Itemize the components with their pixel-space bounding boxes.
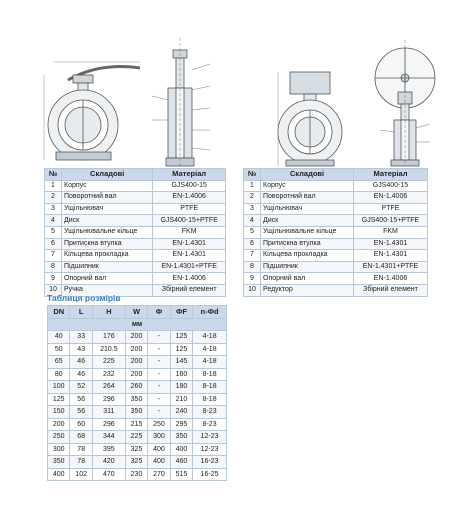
table-row	[45, 203, 226, 215]
dim-cell: -	[148, 368, 170, 381]
dim-cell: 295	[170, 418, 192, 431]
dim-cell: 8-18	[193, 368, 227, 381]
part-material: FKM	[354, 226, 428, 238]
dim-cell: 225	[125, 431, 147, 444]
part-name: Поворотний вал	[261, 192, 354, 204]
dim-cell: 78	[70, 443, 92, 456]
part-name: Ущільнювальне кільце	[261, 226, 354, 238]
part-number: 9	[45, 273, 62, 285]
part-material: Збірний елемент	[354, 284, 428, 296]
part-number: 1	[45, 180, 62, 192]
part-material: GJS400-15	[354, 180, 428, 192]
dim-cell: 420	[92, 456, 125, 469]
table-row	[244, 180, 428, 192]
part-material: EN-1.4006	[153, 192, 226, 204]
table-header-row	[48, 306, 227, 319]
part-name: Притискна втулка	[62, 238, 153, 250]
dim-cell: 240	[170, 406, 192, 419]
table-row	[48, 343, 227, 356]
dim-cell: 325	[125, 456, 147, 469]
dim-cell: 102	[70, 468, 92, 481]
dim-cell: 200	[48, 418, 70, 431]
table-row	[244, 226, 428, 238]
dim-cell: 395	[92, 443, 125, 456]
dim-cell: 56	[70, 406, 92, 419]
parts-table-body	[244, 180, 428, 296]
dim-cell: 33	[70, 331, 92, 344]
part-name: Ущільнювач	[62, 203, 153, 215]
dim-cell: 8-18	[193, 393, 227, 406]
dim-cell: -	[148, 343, 170, 356]
dim-cell: 80	[48, 368, 70, 381]
table-row	[48, 393, 227, 406]
dim-cell: 46	[70, 368, 92, 381]
dim-cell: 56	[70, 393, 92, 406]
part-number: 9	[244, 273, 261, 285]
unit-row	[48, 318, 227, 331]
part-name: Редуктор	[261, 284, 354, 296]
part-number: 8	[244, 261, 261, 273]
table-row	[45, 180, 226, 192]
table-row	[244, 238, 428, 250]
part-material: GJS400-15+PTFE	[153, 215, 226, 227]
dim-cell: 68	[70, 431, 92, 444]
part-name: Опорний вал	[62, 273, 153, 285]
table-row	[48, 456, 227, 469]
table-row	[244, 250, 428, 262]
dim-cell: 46	[70, 356, 92, 369]
part-material: EN-1.4006	[354, 273, 428, 285]
dim-cell: -	[148, 331, 170, 344]
dim-cell: 4-18	[193, 331, 227, 344]
dim-cell: 260	[125, 381, 147, 394]
dim-cell: 125	[170, 343, 192, 356]
dimensions-table	[47, 305, 227, 481]
dim-cell: 8-23	[193, 406, 227, 419]
table-row	[48, 356, 227, 369]
dim-col-header: H	[92, 306, 125, 319]
part-material: FKM	[153, 226, 226, 238]
part-material: EN-1.4301	[354, 250, 428, 262]
dim-cell: 350	[48, 456, 70, 469]
part-number: 6	[244, 238, 261, 250]
dim-cell: 145	[170, 356, 192, 369]
part-name: Кільцева прокладка	[261, 250, 354, 262]
dim-cell: 311	[92, 406, 125, 419]
table-row	[45, 261, 226, 273]
part-material: EN-1.4301	[153, 250, 226, 262]
part-name: Підшипник	[261, 261, 354, 273]
dim-cell: 200	[125, 343, 147, 356]
part-material: EN-1.4301	[153, 238, 226, 250]
part-name: Підшипник	[62, 261, 153, 273]
col-component: Складові	[261, 169, 354, 181]
dim-cell: 160	[170, 368, 192, 381]
dim-col-header: W	[125, 306, 147, 319]
gearbox-valve-drawing	[270, 20, 440, 168]
table-row	[48, 368, 227, 381]
part-number: 7	[45, 250, 62, 262]
table-row	[45, 250, 226, 262]
table-row	[244, 284, 428, 296]
handle-valve-drawing	[40, 20, 230, 168]
dim-cell: 50	[48, 343, 70, 356]
unit-label: мм	[48, 318, 227, 331]
dim-cell: 400	[148, 456, 170, 469]
dim-cell: 325	[125, 443, 147, 456]
part-number: 8	[45, 261, 62, 273]
part-name: Диск	[261, 215, 354, 227]
part-name: Поворотний вал	[62, 192, 153, 204]
dim-cell: 225	[92, 356, 125, 369]
dim-cell: 60	[70, 418, 92, 431]
dim-col-header: Ф	[148, 306, 170, 319]
table-row	[48, 468, 227, 481]
dim-cell: 215	[125, 418, 147, 431]
dim-cell: -	[148, 356, 170, 369]
dim-cell: 400	[48, 468, 70, 481]
part-material: EN-1.4006	[153, 273, 226, 285]
part-name: Ущільнювач	[261, 203, 354, 215]
dim-cell: 270	[148, 468, 170, 481]
table-row	[244, 261, 428, 273]
dim-cell: 296	[92, 393, 125, 406]
dim-cell: 232	[92, 368, 125, 381]
col-material: Матеріал	[153, 169, 226, 181]
part-number: 6	[45, 238, 62, 250]
part-number: 1	[244, 180, 261, 192]
dim-cell: 400	[148, 443, 170, 456]
part-name: Притискна втулка	[261, 238, 354, 250]
part-material: EN-1.4301+PTFE	[354, 261, 428, 273]
table-row	[45, 238, 226, 250]
dim-cell: 150	[48, 406, 70, 419]
table-row	[48, 381, 227, 394]
dim-col-header: n-Фd	[193, 306, 227, 319]
part-material: EN-1.4301+PTFE	[153, 261, 226, 273]
table-row	[45, 215, 226, 227]
table-row	[48, 418, 227, 431]
table-row	[244, 273, 428, 285]
part-material: GJS400-15	[153, 180, 226, 192]
part-number: 10	[244, 284, 261, 296]
dim-cell: 300	[148, 431, 170, 444]
part-material: PTFE	[153, 203, 226, 215]
part-material: PTFE	[354, 203, 428, 215]
part-name: Кільцева прокладка	[62, 250, 153, 262]
part-number: 5	[244, 226, 261, 238]
dim-cell: 8-23	[193, 418, 227, 431]
dim-cell: 460	[170, 456, 192, 469]
dim-cell: 65	[48, 356, 70, 369]
part-material: GJS400-15+PTFE	[354, 215, 428, 227]
part-number: 4	[244, 215, 261, 227]
part-number: 3	[45, 203, 62, 215]
dim-cell: 350	[125, 393, 147, 406]
dim-cell: 250	[48, 431, 70, 444]
table-row	[244, 215, 428, 227]
dim-cell: 210.5	[92, 343, 125, 356]
part-name: Корпус	[62, 180, 153, 192]
dim-cell: 12-23	[193, 443, 227, 456]
dim-cell: 200	[125, 368, 147, 381]
col-component: Складові	[62, 169, 153, 181]
parts-table-gearbox	[243, 168, 428, 297]
dim-cell: 100	[48, 381, 70, 394]
part-name: Ущільнювальне кільце	[62, 226, 153, 238]
part-name: Ручка	[62, 284, 153, 296]
col-no: №	[45, 169, 62, 181]
table-header-row	[45, 169, 226, 181]
table-row	[244, 203, 428, 215]
dim-cell: 470	[92, 468, 125, 481]
table-row	[45, 273, 226, 285]
part-number: 2	[244, 192, 261, 204]
table-row	[45, 192, 226, 204]
dim-cell: 40	[48, 331, 70, 344]
dim-cell: 296	[92, 418, 125, 431]
dim-cell: 180	[170, 381, 192, 394]
dim-cell: 210	[170, 393, 192, 406]
dim-cell: -	[148, 406, 170, 419]
table-row	[48, 443, 227, 456]
dim-cell: 200	[125, 331, 147, 344]
dim-cell: 515	[170, 468, 192, 481]
parts-table-handle	[44, 168, 226, 297]
part-name: Корпус	[261, 180, 354, 192]
dim-cell: 8-18	[193, 381, 227, 394]
dim-cell: 400	[170, 443, 192, 456]
dim-cell: 250	[148, 418, 170, 431]
table-header-row	[244, 169, 428, 181]
dim-cell: 125	[48, 393, 70, 406]
table-row	[48, 406, 227, 419]
dim-cell: 16-25	[193, 468, 227, 481]
dim-cell: 350	[125, 406, 147, 419]
dim-cell: 16-23	[193, 456, 227, 469]
dim-cell: 125	[170, 331, 192, 344]
dim-cell: 300	[48, 443, 70, 456]
part-material: EN-1.4301	[354, 238, 428, 250]
part-material: EN-1.4006	[354, 192, 428, 204]
dimensions-table-body	[48, 331, 227, 481]
dim-cell: 176	[92, 331, 125, 344]
table-row	[45, 226, 226, 238]
part-number: 10	[45, 284, 62, 296]
col-material: Матеріал	[354, 169, 428, 181]
part-number: 3	[244, 203, 261, 215]
dim-cell: 4-18	[193, 356, 227, 369]
part-number: 4	[45, 215, 62, 227]
part-name: Опорний вал	[261, 273, 354, 285]
table-row	[48, 431, 227, 444]
dim-cell: 200	[125, 356, 147, 369]
dimensions-title: Таблиця розмірів	[47, 293, 121, 303]
parts-table-body	[45, 180, 226, 296]
dim-cell: -	[148, 393, 170, 406]
part-name: Диск	[62, 215, 153, 227]
dim-col-header: DN	[48, 306, 70, 319]
dim-cell: 230	[125, 468, 147, 481]
dim-cell: -	[148, 381, 170, 394]
dim-cell: 12-23	[193, 431, 227, 444]
dim-cell: 43	[70, 343, 92, 356]
table-row	[48, 331, 227, 344]
dim-col-header: ФF	[170, 306, 192, 319]
dim-cell: 344	[92, 431, 125, 444]
dim-col-header: L	[70, 306, 92, 319]
table-row	[244, 192, 428, 204]
part-number: 2	[45, 192, 62, 204]
part-number: 5	[45, 226, 62, 238]
part-number: 7	[244, 250, 261, 262]
dim-cell: 4-18	[193, 343, 227, 356]
part-material: Збірний елемент	[153, 284, 226, 296]
dim-cell: 78	[70, 456, 92, 469]
dim-cell: 264	[92, 381, 125, 394]
dim-cell: 52	[70, 381, 92, 394]
dim-cell: 350	[170, 431, 192, 444]
col-no: №	[244, 169, 261, 181]
